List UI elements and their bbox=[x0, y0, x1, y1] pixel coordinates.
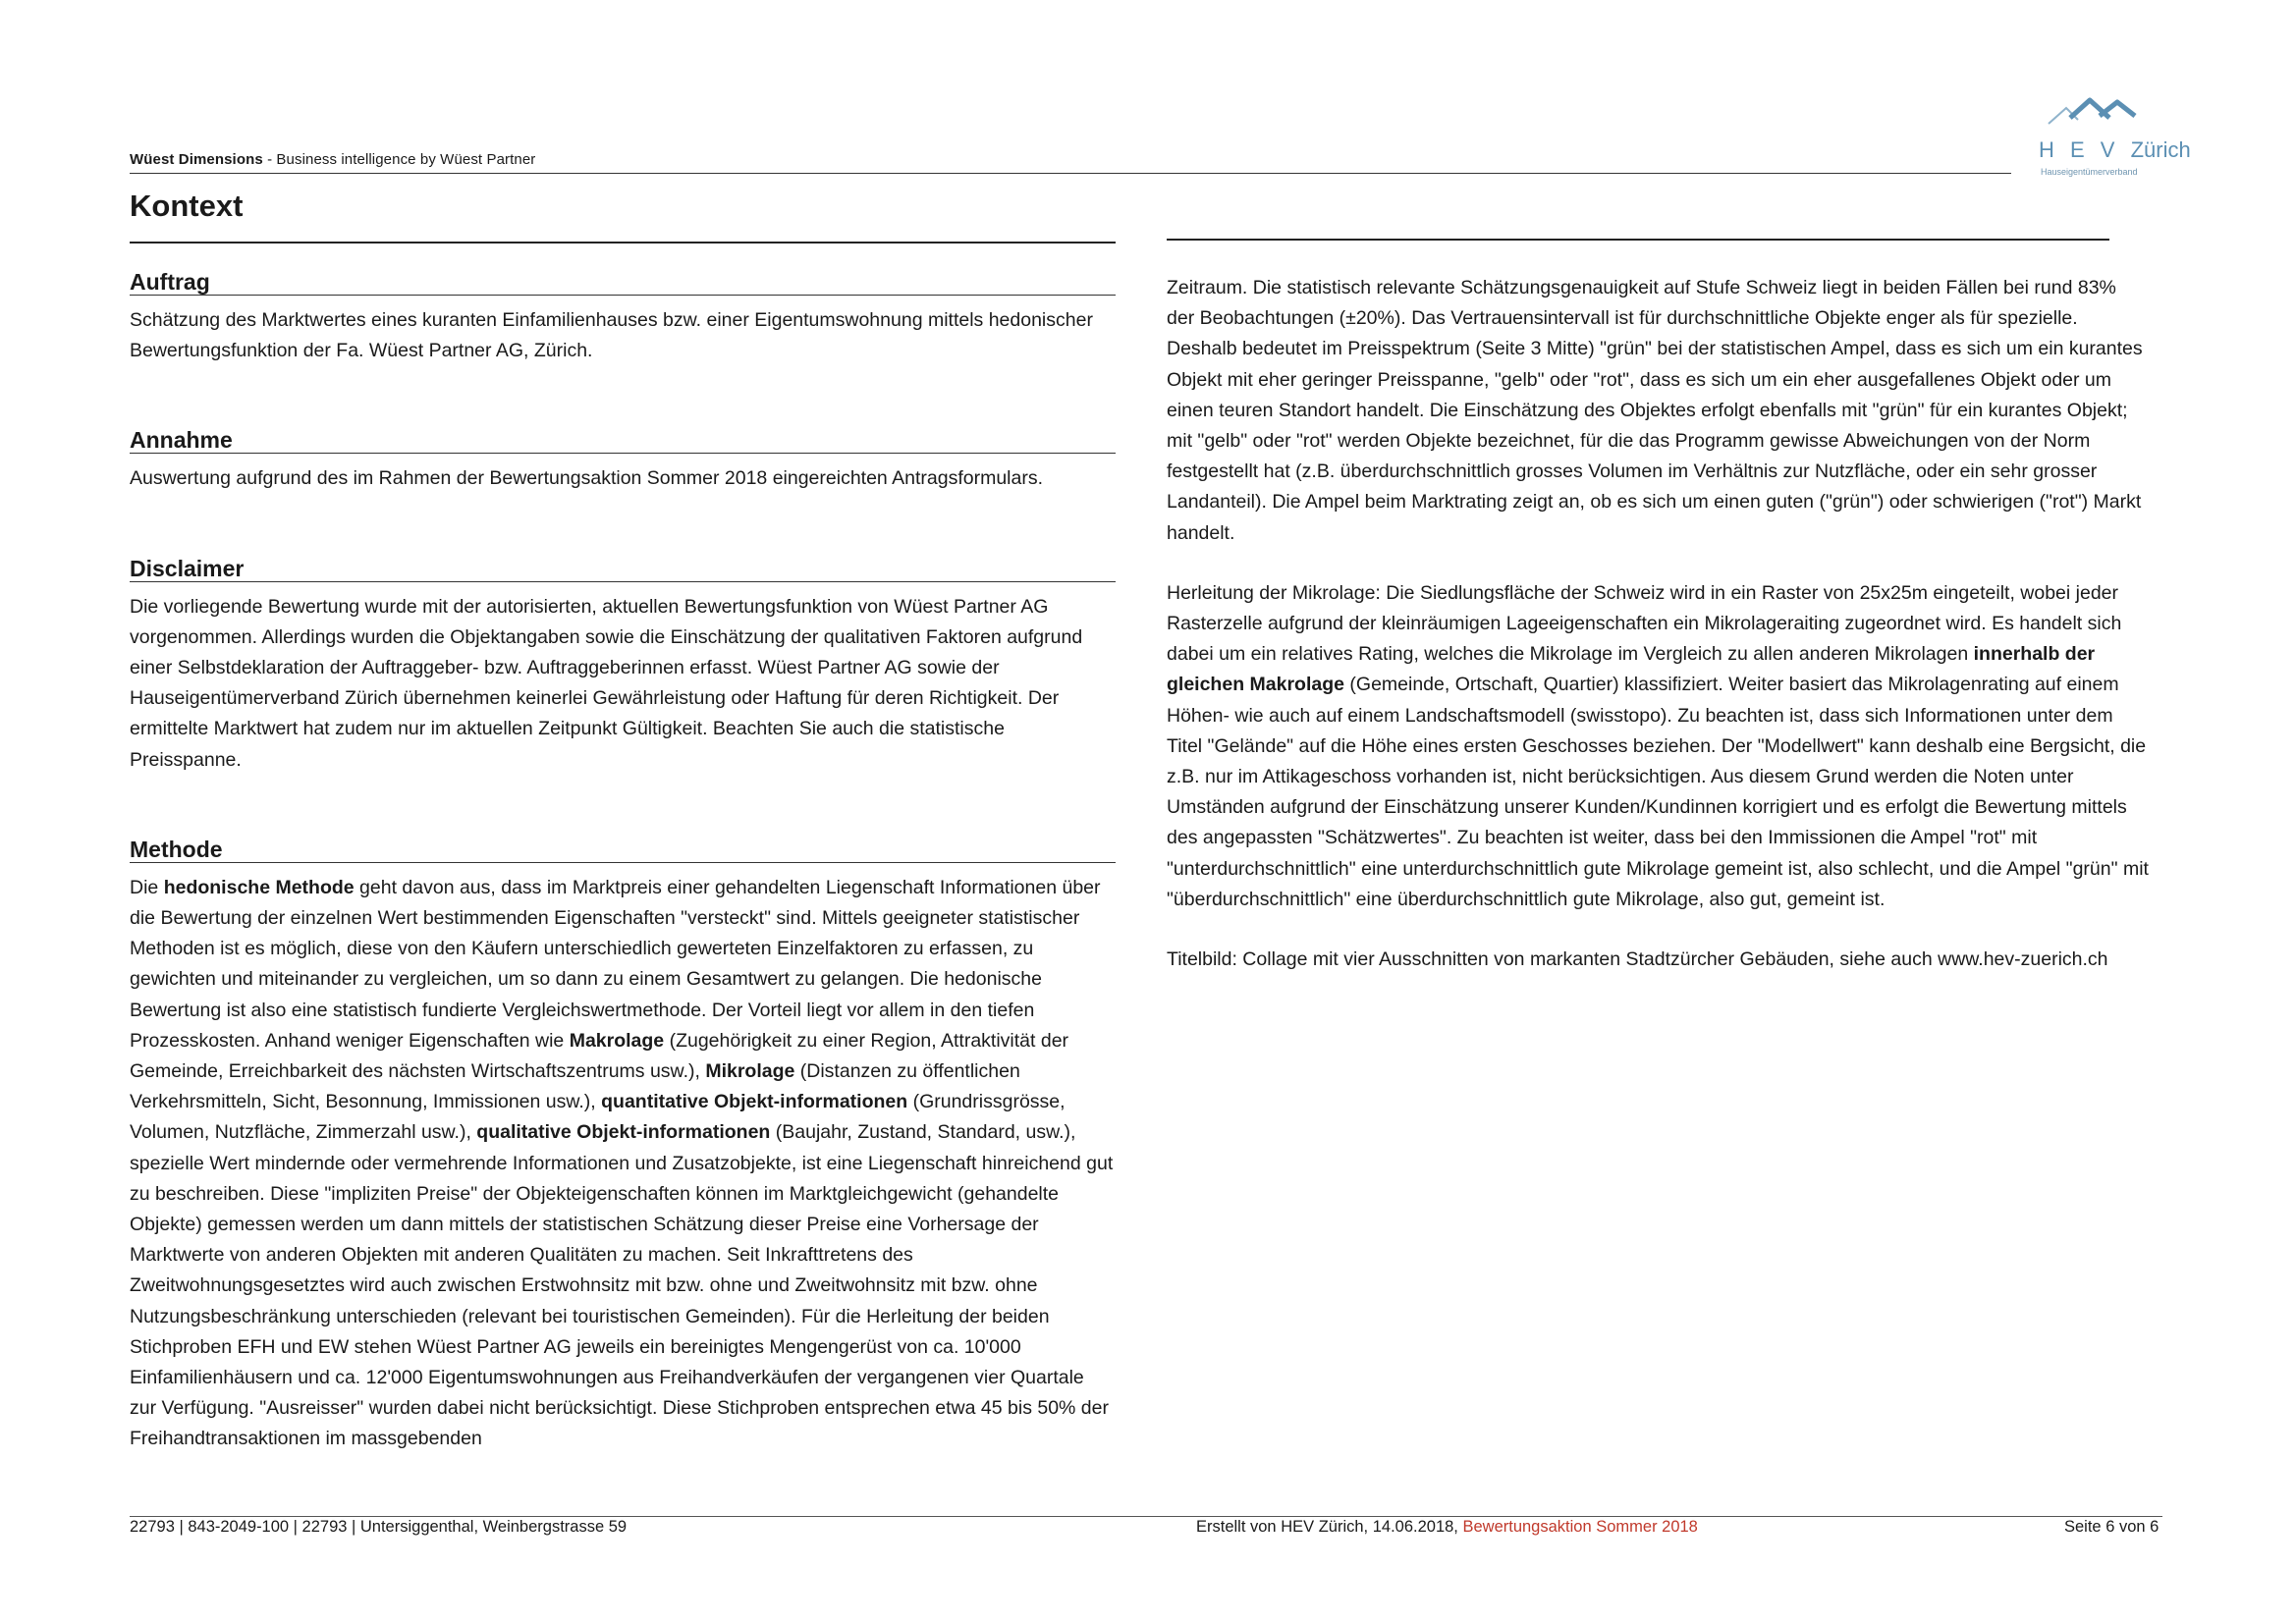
footer-divider bbox=[130, 1516, 2162, 1517]
section-divider bbox=[130, 453, 1116, 454]
header-brand: Wüest Dimensions bbox=[130, 151, 263, 168]
logo-city: Zürich bbox=[2130, 137, 2191, 162]
bold-term: innerhalb der gleichen Makrolage bbox=[1167, 643, 2096, 696]
section-divider bbox=[130, 581, 1116, 582]
paragraph-titelbild: Titelbild: Collage mit vier Ausschnitten von markanten Stadtzürcher Gebäuden, siehe auch www.hev-zuerich.ch bbox=[1167, 948, 2108, 971]
bold-term: quantitative Objekt-informationen bbox=[601, 1091, 908, 1113]
section-heading: Auftrag bbox=[130, 269, 210, 295]
header-tagline: - Business intelligence by Wüest Partner bbox=[262, 151, 536, 168]
bold-term: Makrolage bbox=[569, 1029, 665, 1052]
footer-created-by bbox=[1196, 1518, 1698, 1537]
text-run: Herleitung der Mikrolage: Die Siedlungsfläche der Schweiz wird in ein Raster von 25x25m eingeteilt, wobei jeder Rasterzelle aufgrund der kleinräumigen Lageeigenschaften ein Mikrolageraiting zugeordnet wird. Es handelt sich dabei um ein relatives Rating, welches die Mikrolage im Vergleich zu allen anderen Mikrolagen bbox=[1167, 581, 2122, 666]
text-run: geht davon aus, dass im Marktpreis einer gehandelten Liegenschaft Informationen über die Bewertung der einzelnen Wert bestimmenden Eigenschaften "versteckt" sind. Mittels geeigneter statistischer Methoden ist es möglich, diese von den Käufern unterschiedlich gewerteten Einzelfaktoren zu erfassen, zu gewichten und miteinander zu vergleichen, um so dann zu einem Gesamtwert zu gelangen. Die hedonische Bewertung ist also eine statistisch fundierte Vergleichswertmethode. Der Vorteil liegt vor allem in den tiefen Prozesskosten. Anhand weniger Eigenschaften wie bbox=[130, 876, 1101, 1052]
section-auftrag bbox=[130, 253, 1116, 366]
text-run: (Gemeinde, Ortschaft, Quartier) klassifiziert. Weiter basiert das Mikrolagenrating auf einem Höhen- wie auch auf einem Landschaftsmodell (swisstopo). Zu beachten ist, dass sich Informationen unter dem Titel "Gelände" auf die Höhe eines ersten Geschosses beziehen. Der "Modellwert" kann deshalb eine Bergsicht, die z.B. nur im Attikageschoss vorhanden ist, nicht berücksichtigen. Aus diesem Grund werden die Noten unter Umständen aufgrund der Einschätzung unserer Kunden/Kundinnen korrigiert und es erfolgt die Bewertung mittels des angepassten "Schätzwertes". Zu beachten ist weiter, dass bei den Immissionen die Ampel "rot" mit "unterdurchschnittlich" eine unterdurchschnittlich gute Mikrolage gemeint ist, also schlecht, und die Ampel "grün" mit "überdurchschnittlich" eine überdurchschnittlich gute Mikrolage, also gut, gemeint ist. bbox=[1167, 674, 2149, 910]
roof-icon bbox=[2045, 96, 2153, 135]
section-annahme bbox=[130, 411, 1116, 494]
section-text bbox=[130, 873, 1116, 1455]
section-disclaimer bbox=[130, 540, 1116, 776]
hev-logo bbox=[2031, 96, 2191, 185]
section-text: Die vorliegende Bewertung wurde mit der autorisierten, aktuellen Bewertungsfunktion von Wüest Partner AG vorgenommen. Allerdings wurden die Objektangaben sowie die Einschätzung der qualitativen Faktoren aufgrund einer Selbstdeklaration der Auftraggeber- bzw. Auftraggeberinnen erfasst. Wüest Partner AG sowie der Hauseigentümerverband Zürich übernehmen keinerlei Gewährleistung oder Haftung für deren Richtigkeit. Der ermittelte Marktwert hat zudem nur im aktuellen Zeitpunkt Gültigkeit. Beachten Sie auch die statistische Preisspanne. bbox=[130, 595, 1083, 771]
bold-term: Mikrolage bbox=[705, 1060, 795, 1083]
section-text: Schätzung des Marktwertes eines kuranten Einfamilienhauses bzw. einer Eigentumswohnung mittels hedonischer Bewertungsfunktion der Fa. Wüest Partner AG, Zürich. bbox=[130, 309, 1093, 362]
footer-campaign: Bewertungsaktion Sommer 2018 bbox=[1462, 1518, 1698, 1536]
paragraph-ampel: Zeitraum. Die statistisch relevante Schätzungsgenauigkeit auf Stufe Schweiz liegt in beiden Fällen bei rund 83% der Beobachtungen (±20%). Das Vertrauensintervall ist für durchschnittliche Objekte enger als für spezielle. Deshalb bedeutet im Preisspektrum (Seite 3 Mitte) "grün" bei der statistischen Ampel, dass es sich um ein kurantes Objekt mit eher geringer Preisspanne, "gelb" oder "rot", dass es sich um ein eher ausgefallenes Objekt oder um einen teuren Standort handelt. Die Einschätzung des Objektes erfolgt ebenfalls mit "grün" für ein kurantes Objekt; mit "gelb" oder "rot" werden Objekte bezeichnet, für die das Programm gewisse Abweichungen von der Norm festgestellt hat (z.B. überdurchschnittlich grosses Volumen im Verhältnis zur Nutzfläche, oder ein sehr grosser Landanteil). Die Ampel beim Marktrating zeigt an, ob es sich um einen guten ("grün") oder schwierigen ("rot") Markt handelt. bbox=[1167, 277, 2143, 544]
text-run: (Grundrissgrösse, Volumen, Nutzfläche, Zimmerzahl usw.), bbox=[130, 1091, 1066, 1144]
text-run: (Baujahr, Zustand, Standard, usw.), spezielle Wert mindernde oder vermehrende Informationen und Zusatzobjekte, ist eine Liegenschaft hinreichend gut zu beschreiben. Diese "impliziten Preise" der Objekteigenschaften können im Marktgleichgewicht (gehandelte Objekte) gemessen werden um dann mittels der statistischen Schätzung dieser Preise eine Vorhersage der Marktwerte von anderen Objekten mit anderen Qualitäten zu machen. Seit Inkrafttretens des Zweitwohnungsgesetztes wird auch zwischen Erstwohnsitz mit bzw. ohne und Zweitwohnsitz mit bzw. ohne Nutzungsbeschränkung unterschieden (relevant bei touristischen Gemeinden). Für die Herleitung der beiden Stichproben EFH und EW stehen Wüest Partner AG jeweils ein bereinigtes Mengengerüst von ca. 10'000 Einfamilienhäusern und ca. 12'000 Eigentumswohnungen aus Freihandverkäufen der vergangenen vier Quartale zur Verfügung. "Ausreisser" wurden dabei nicht berücksichtigt. Diese Stichproben entsprechen etwa 45 bis 50% der Freihandtransaktionen im massgebenden bbox=[130, 1121, 1114, 1450]
page-number: Seite 6 von 6 bbox=[2064, 1518, 2159, 1536]
text-run: (Distanzen zu öffentlichen Verkehrsmitteln, Sicht, Besonnung, Immissionen usw.), bbox=[130, 1060, 1020, 1113]
text-run: (Zugehörigkeit zu einer Region, Attraktivität der Gemeinde, Erreichbarkeit des nächsten Wirtschaftszentrums usw.), bbox=[130, 1029, 1069, 1083]
section-divider bbox=[130, 862, 1116, 863]
section-divider bbox=[130, 295, 1116, 296]
right-column bbox=[1167, 273, 2149, 1004]
logo-name: H E V bbox=[2039, 137, 2120, 162]
paragraph-mikrolage bbox=[1167, 578, 2149, 915]
section-heading: Annahme bbox=[130, 427, 233, 454]
section-text: Auswertung aufgrund des im Rahmen der Bewertungsaktion Sommer 2018 eingereichten Antragsformulars. bbox=[130, 467, 1044, 490]
left-column bbox=[130, 253, 1116, 1500]
bold-term: hedonische Methode bbox=[163, 876, 355, 898]
header-brand-line bbox=[130, 151, 535, 168]
header-divider bbox=[130, 173, 2011, 174]
title-divider-right bbox=[1167, 239, 2109, 241]
title-divider-left bbox=[130, 242, 1116, 243]
section-heading: Disclaimer bbox=[130, 555, 245, 581]
page-title: Kontext bbox=[130, 189, 244, 223]
bold-term: qualitative Objekt-informationen bbox=[476, 1121, 771, 1144]
footer-created-prefix: Erstellt von HEV Zürich, 14.06.2018, bbox=[1196, 1518, 1463, 1536]
text-run: Die bbox=[130, 876, 164, 898]
logo-wordmark bbox=[2039, 137, 2191, 163]
section-methode bbox=[130, 821, 1116, 1455]
logo-subtitle: Hauseigentümerverband bbox=[2041, 167, 2138, 177]
footer-reference: 22793 | 843-2049-100 | 22793 | Untersiggenthal, Weinbergstrasse 59 bbox=[130, 1518, 628, 1536]
section-heading: Methode bbox=[130, 836, 223, 862]
